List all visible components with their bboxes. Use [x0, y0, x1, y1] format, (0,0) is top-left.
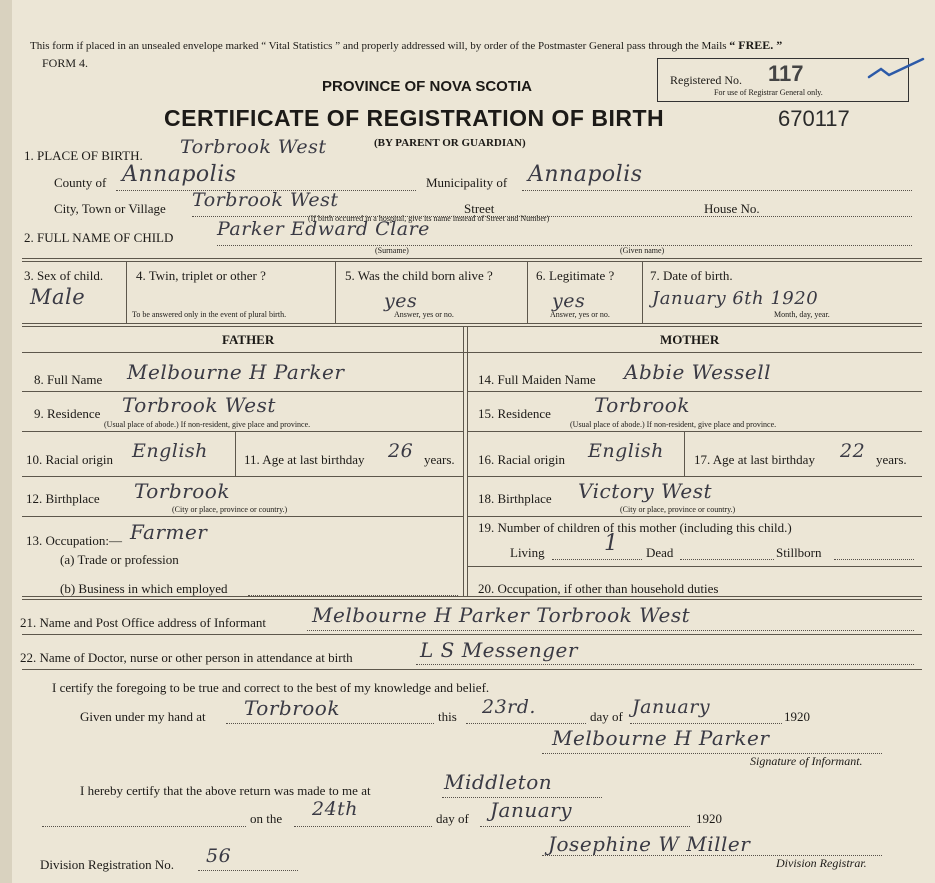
given-label: Given under my hand at	[80, 709, 206, 724]
child-name-label: 2. FULL NAME OF CHILD	[24, 230, 174, 245]
division-line	[198, 870, 298, 871]
legitimate-label: 6. Legitimate ?	[536, 268, 615, 283]
father-birthplace-value: Torbrook	[134, 479, 230, 503]
city-label: City, Town or Village	[54, 201, 166, 216]
rule	[527, 261, 528, 323]
father-occupation-label: 13. Occupation:—	[26, 533, 123, 548]
father-residence-value: Torbrook West	[122, 393, 276, 417]
on-the-day-value: 24th	[312, 798, 359, 820]
rule	[22, 634, 922, 635]
rule	[684, 431, 685, 476]
on-the-year: 1920	[696, 811, 722, 826]
father-age-label: 11. Age at last birthday	[244, 452, 365, 467]
certificate-title: CERTIFICATE OF REGISTRATION OF BIRTH	[164, 105, 665, 131]
rule	[22, 516, 463, 517]
living-line	[552, 559, 642, 560]
hereby-place-value: Middleton	[444, 770, 553, 794]
rule	[22, 323, 922, 324]
rule	[22, 258, 922, 259]
municipality-label: Municipality of	[426, 175, 508, 190]
on-the-day-of-label: day of	[436, 811, 469, 826]
dead-label: Dead	[646, 545, 674, 560]
rule	[22, 599, 922, 600]
rule	[468, 566, 922, 567]
date-of-birth-note: Month, day, year.	[774, 310, 830, 319]
city-value: Torbrook West	[192, 189, 339, 211]
given-month-line	[630, 723, 782, 724]
father-residence-note: (Usual place of abode.) If non-resident, give place and province.	[104, 420, 311, 429]
rule	[468, 391, 922, 392]
given-month-value: January	[632, 696, 711, 718]
alive-label: 5. Was the child born alive ?	[345, 268, 493, 283]
on-the-lead-line	[42, 826, 246, 827]
doctor-value: L S Messenger	[420, 638, 578, 662]
mother-heading: MOTHER	[660, 332, 720, 347]
mother-birthplace-note: (City or place, province or country.)	[620, 505, 736, 514]
given-day-line	[466, 723, 586, 724]
twin-note: To be answered only in the event of plural birth.	[132, 310, 287, 319]
registrar-signature: Josephine W Miller	[548, 832, 751, 856]
father-birthplace-note: (City or place, province or country.)	[172, 505, 288, 514]
mother-name-value: Abbie Wessell	[624, 360, 772, 384]
informant-label: 21. Name and Post Office address of Informant	[20, 615, 266, 630]
form-number: FORM 4.	[42, 56, 89, 70]
house-label: House No.	[704, 201, 760, 216]
this-label: this	[438, 709, 457, 724]
legitimate-value: yes	[552, 290, 586, 312]
rule	[22, 596, 922, 597]
city-line	[192, 216, 912, 217]
by-parent-note: (BY PARENT OR GUARDIAN)	[374, 137, 526, 149]
column-divider	[467, 326, 468, 596]
business-label: (b) Business in which employed	[60, 581, 228, 596]
mother-occupation-label: 20. Occupation, if other than household duties	[478, 581, 719, 596]
rule	[22, 476, 463, 477]
mother-birthplace-value: Victory West	[578, 479, 713, 503]
informant-signature: Melbourne H Parker	[552, 726, 770, 750]
hospital-note: (If birth occurred in a hospital, give its name instead of Street and Number)	[308, 214, 550, 223]
registered-value: 117	[768, 61, 804, 86]
surname-note: (Surname)	[375, 246, 409, 255]
date-of-birth-label: 7. Date of birth.	[650, 268, 733, 283]
rule	[235, 431, 236, 476]
alive-note: Answer, yes or no.	[394, 310, 454, 319]
rule	[22, 261, 922, 262]
dead-line	[680, 559, 774, 560]
rule	[22, 431, 463, 432]
doctor-line	[416, 664, 914, 665]
father-racial-value: English	[132, 440, 208, 462]
child-name-line	[217, 245, 912, 246]
rule	[22, 391, 463, 392]
municipality-line	[522, 190, 912, 191]
birth-certificate	[12, 0, 935, 883]
rule	[22, 326, 922, 327]
mother-name-label: 14. Full Maiden Name	[478, 372, 596, 387]
father-age-value: 26	[388, 440, 414, 462]
alive-value: yes	[384, 290, 418, 312]
father-age-unit: years.	[424, 452, 455, 467]
mother-birthplace-label: 18. Birthplace	[478, 491, 552, 506]
given-year: 1920	[784, 709, 810, 724]
division-value: 56	[206, 845, 232, 867]
father-residence-label: 9. Residence	[34, 406, 101, 421]
rule	[468, 476, 922, 477]
child-name-value: Parker Edward Clare	[217, 218, 430, 240]
given-place-line	[226, 723, 434, 724]
mother-residence-note: (Usual place of abode.) If non-resident, give place and province.	[570, 420, 777, 429]
twin-label: 4. Twin, triplet or other ?	[136, 268, 266, 283]
living-value: 1	[604, 531, 619, 556]
on-the-month-value: January	[490, 798, 572, 822]
certificate-number: 670117	[778, 106, 850, 131]
rule	[22, 669, 922, 670]
rule	[335, 261, 336, 323]
county-value: Annapolis	[122, 162, 237, 187]
registrar-signature-label: Division Registrar.	[776, 856, 867, 870]
father-name-value: Melbourne H Parker	[127, 360, 345, 384]
date-of-birth-value: January 6th 1920	[652, 288, 819, 309]
certify-text: I certify the foregoing to be true and correct to the best of my knowledge and belief.	[52, 680, 490, 695]
mother-age-value: 22	[840, 440, 866, 462]
on-the-month-line	[480, 826, 690, 827]
rule	[468, 516, 922, 517]
stillborn-label: Stillborn	[776, 545, 822, 560]
given-name-note: (Given name)	[620, 246, 665, 255]
postal-notice: This form if placed in an unsealed envelope marked “ Vital Statistics ” and properly addressed will, by order of the Postmaster General pass through the Mails “ FREE. ”	[30, 38, 783, 52]
trade-label: (a) Trade or profession	[60, 552, 179, 567]
given-day-of-label: day of	[590, 709, 623, 724]
on-the-label: on the	[250, 811, 283, 826]
children-label: 19. Number of children of this mother (including this child.)	[478, 520, 792, 535]
checkmark-icon	[867, 55, 927, 85]
mother-racial-value: English	[588, 440, 664, 462]
legitimate-note: Answer, yes or no.	[550, 310, 610, 319]
rule	[126, 261, 127, 323]
father-name-label: 8. Full Name	[34, 372, 103, 387]
registered-note: For use of Registrar General only.	[714, 88, 823, 97]
informant-line	[307, 630, 914, 631]
on-the-day-line	[294, 826, 432, 827]
hereby-label: I hereby certify that the above return was made to me at	[80, 783, 371, 798]
mother-age-label: 17. Age at last birthday	[694, 452, 815, 467]
place-of-birth-label: 1. PLACE OF BIRTH.	[24, 148, 143, 163]
father-heading: FATHER	[222, 332, 275, 347]
given-place-value: Torbrook	[244, 696, 340, 720]
mother-racial-label: 16. Racial origin	[478, 452, 566, 467]
doctor-label: 22. Name of Doctor, nurse or other person in attendance at birth	[20, 650, 353, 665]
rule	[642, 261, 643, 323]
mother-residence-value: Torbrook	[594, 393, 690, 417]
registered-label: Registered No.	[670, 73, 742, 87]
father-birthplace-label: 12. Birthplace	[26, 491, 100, 506]
rule	[22, 352, 922, 353]
sex-label: 3. Sex of child.	[24, 268, 104, 283]
sex-value: Male	[30, 285, 86, 309]
mother-residence-label: 15. Residence	[478, 406, 551, 421]
informant-signature-label: Signature of Informant.	[750, 754, 863, 768]
place-of-birth-value: Torbrook West	[180, 136, 327, 158]
mother-age-unit: years.	[876, 452, 907, 467]
column-divider	[463, 326, 464, 596]
stillborn-line	[834, 559, 914, 560]
municipality-value: Annapolis	[528, 162, 643, 187]
given-day-value: 23rd.	[482, 696, 536, 718]
informant-value: Melbourne H Parker Torbrook West	[312, 603, 691, 627]
county-label: County of	[54, 175, 107, 190]
rule	[468, 431, 922, 432]
father-occupation-value: Farmer	[130, 520, 208, 544]
living-label: Living	[510, 545, 545, 560]
province-heading: PROVINCE OF NOVA SCOTIA	[322, 78, 533, 95]
street-label: Street	[464, 201, 495, 216]
father-racial-label: 10. Racial origin	[26, 452, 114, 467]
division-label: Division Registration No.	[40, 857, 174, 872]
